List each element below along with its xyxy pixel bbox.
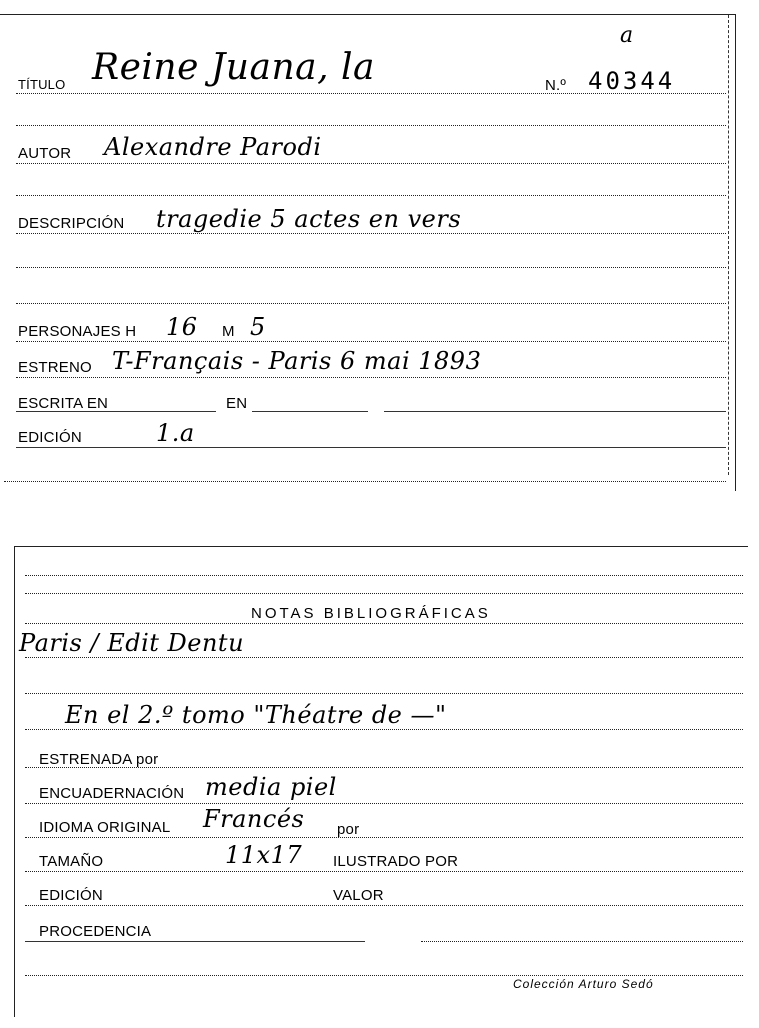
corner-mark: a	[620, 23, 634, 48]
edicion-label: EDICIÓN	[39, 887, 103, 904]
idioma-value: Francés	[203, 805, 305, 833]
escrita-extra-line	[384, 411, 726, 412]
idioma-line	[25, 837, 743, 838]
estrenada-label: ESTRENADA por	[39, 751, 159, 768]
rule-line	[16, 195, 726, 196]
descripcion-value: tragedie 5 actes en vers	[156, 205, 462, 233]
personajes-m-label: M	[222, 323, 235, 340]
procedencia-line	[25, 941, 365, 942]
autor-value: Alexandre Parodi	[104, 133, 322, 161]
edicion-line	[25, 905, 743, 906]
numero-label: N.º	[545, 77, 567, 94]
rule-line	[25, 657, 743, 658]
note-line-1: Paris / Edit Dentu	[19, 629, 245, 657]
personajes-label: PERSONAJES H	[18, 323, 137, 340]
titulo-label: TÍTULO	[18, 77, 66, 92]
rule-line	[16, 303, 726, 304]
personajes-h-value: 16	[166, 313, 198, 341]
edicion-value: 1.a	[156, 419, 195, 447]
catalog-card-top	[0, 14, 736, 491]
descripcion-label: DESCRIPCIÓN	[18, 215, 125, 232]
header-line	[25, 623, 743, 624]
rule-line	[25, 575, 743, 576]
tamano-line	[25, 871, 743, 872]
idioma-label: IDIOMA ORIGINAL	[39, 819, 171, 836]
rule-line	[25, 593, 743, 594]
encuadernacion-value: media piel	[205, 773, 337, 801]
collection-footer: Colección Arturo Sedó	[513, 977, 654, 991]
idioma-por-label: por	[337, 821, 360, 838]
titulo-value: Reine Juana, la	[92, 47, 375, 88]
rule-line	[16, 267, 726, 268]
procedencia-label: PROCEDENCIA	[39, 923, 152, 940]
personajes-m-value: 5	[250, 313, 266, 341]
descripcion-line	[16, 233, 726, 234]
numero-value: 40344	[588, 67, 676, 95]
rule-line	[25, 729, 743, 730]
estreno-label: ESTRENO	[18, 359, 92, 376]
rule-line	[25, 975, 743, 976]
titulo-line	[16, 93, 726, 94]
procedencia-extra-line	[421, 941, 743, 942]
estreno-line	[16, 377, 726, 378]
tamano-label: TAMAÑO	[39, 853, 104, 870]
edicion-line	[16, 447, 726, 448]
escrita-en-line	[252, 411, 368, 412]
escrita-label: ESCRITA EN	[18, 395, 109, 412]
autor-line	[16, 163, 726, 164]
estrenada-line	[25, 767, 743, 768]
valor-label: VALOR	[333, 887, 384, 904]
estreno-value: T-Français - Paris 6 mai 1893	[112, 347, 482, 375]
ilustrado-label: ILUSTRADO POR	[333, 853, 459, 870]
edicion-label: EDICIÓN	[18, 429, 82, 446]
escrita-line	[16, 411, 216, 412]
notas-header: NOTAS BIBLIOGRÁFICAS	[251, 605, 491, 622]
encuadernacion-line	[25, 803, 743, 804]
rule-line	[16, 125, 726, 126]
personajes-line	[16, 341, 726, 342]
encuadernacion-label: ENCUADERNACIÓN	[39, 785, 185, 802]
escrita-en-label: EN	[226, 395, 248, 412]
tamano-value: 11x17	[225, 841, 303, 869]
catalog-card-bottom	[14, 546, 748, 1017]
autor-label: AUTOR	[18, 145, 72, 162]
card-perforation	[728, 15, 729, 475]
note-line-2: En el 2.º tomo "Théatre de —"	[65, 701, 447, 729]
rule-line	[25, 693, 743, 694]
bottom-rule	[4, 481, 726, 482]
